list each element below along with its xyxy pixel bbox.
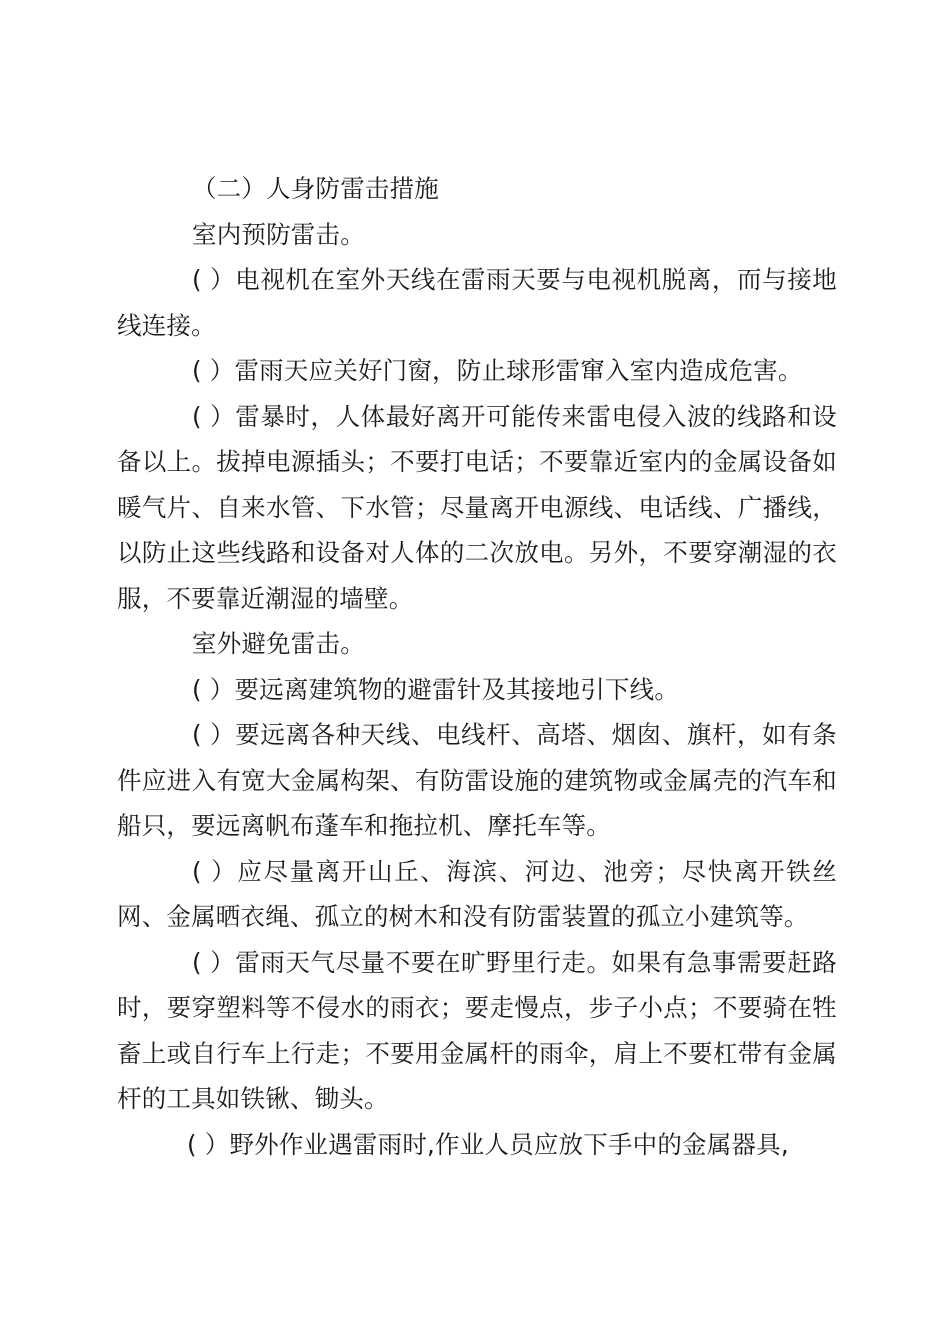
subsection-heading-outdoor: 室外避免雷击。 [192, 629, 365, 658]
subsection-heading-indoor: 室内预防雷击。 [192, 219, 365, 249]
list-item: ( ）要远离各种天线、电线杆、高塔、烟囱、旗杆，如有条件应进入有宽大金属构架、有防雷设施的建筑物或金属壳的汽车和船只，要远离帆布蓬车和拖拉机、摩托车等。 [117, 720, 837, 840]
list-item: ( ）电视机在室外天线在雷雨天要与电视机脱离，而与接地线连接。 [117, 265, 837, 340]
document-body [117, 166, 837, 1167]
list-item: ( ）应尽量离开山丘、海滨、河边、池旁；尽快离开铁丝网、金属晒衣绳、孤立的树木和没有防雷装置的孤立小建筑等。 [117, 856, 837, 931]
list-item: ( ）雷雨天气尽量不要在旷野里行走。如果有急事需要赶路时，要穿塑料等不侵水的雨衣；要走慢点，步子小点；不要骑在牲畜上或自行车上行走；不要用金属杆的雨伞，肩上不要杠带有金属杆的工具如铁锹、锄头。 [117, 947, 837, 1113]
section-heading: （二）人身防雷击措施 [192, 174, 439, 203]
list-item: ( ）雷雨天应关好门窗，防止球形雷窜入室内造成危害。 [192, 356, 803, 385]
list-item: ( ）要远离建筑物的避雷针及其接地引下线。 [192, 674, 680, 704]
list-item: ( ）野外作业遇雷雨时,作业人员应放下手中的金属器具, [187, 1129, 789, 1159]
list-item: ( ）雷暴时，人体最好离开可能传来雷电侵入波的线路和设备以上。拔掉电源插头；不要打电话；不要靠近室内的金属设备如暖气片、自来水管、下水管；尽量离开电源线、电话线、广播线，以防止这些线路和设备对人体的二次放电。另外，不要穿潮湿的衣服，不要靠近潮湿的墙壁。 [117, 401, 837, 613]
